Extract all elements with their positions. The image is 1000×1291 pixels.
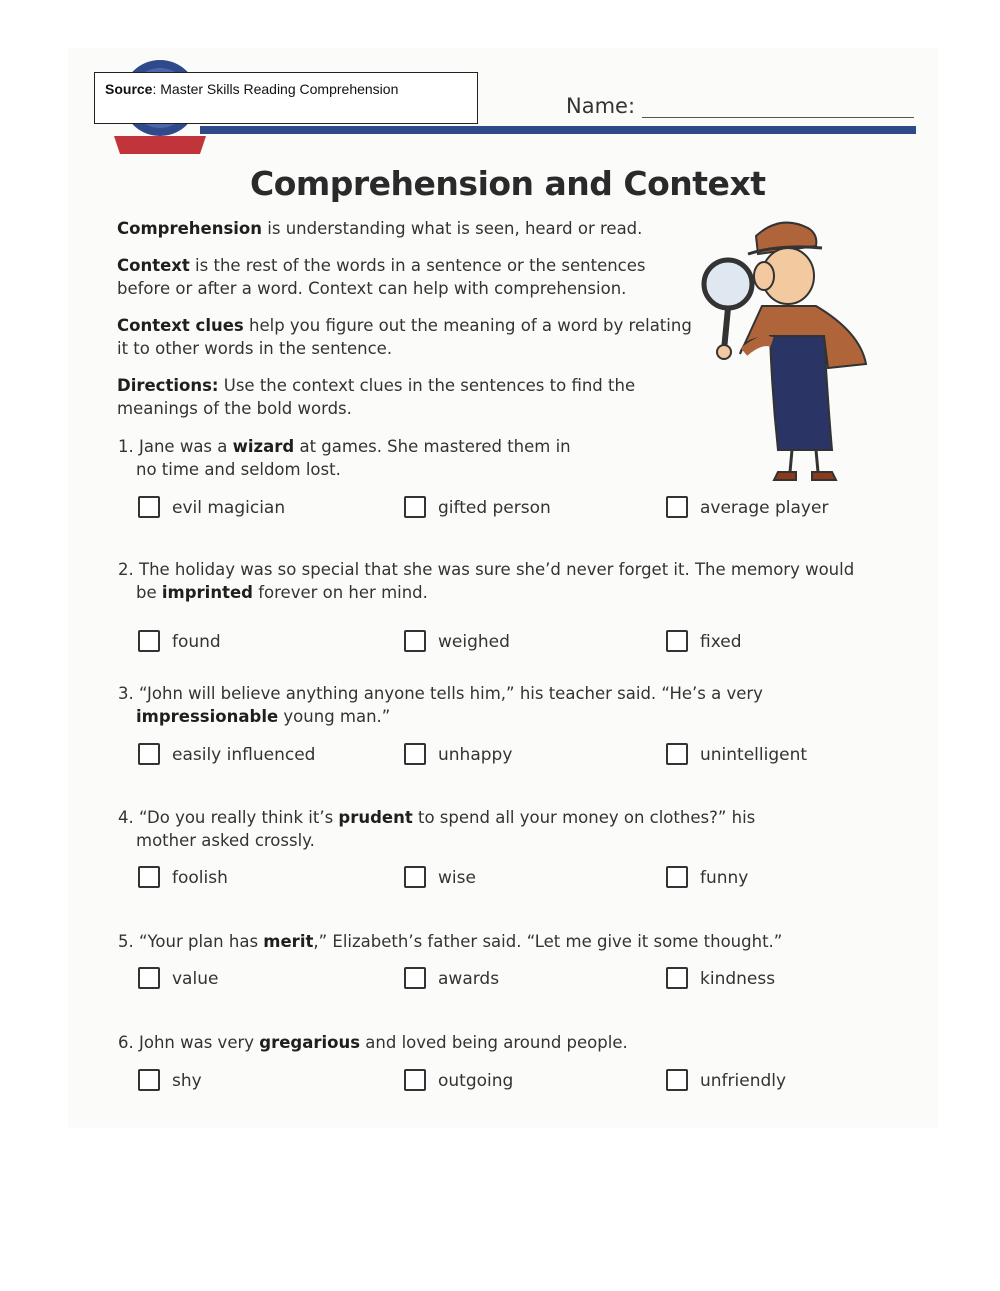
option-label: weighed xyxy=(438,632,510,652)
question-text: at games. She mastered them in xyxy=(294,437,571,456)
option-label: wise xyxy=(438,868,476,888)
option-label: unfriendly xyxy=(700,1071,787,1091)
checkbox[interactable] xyxy=(404,743,426,765)
checkbox[interactable] xyxy=(404,866,426,888)
bold-word: impressionable xyxy=(136,707,279,726)
intro-context-clues xyxy=(117,314,692,360)
q3-option-b[interactable] xyxy=(404,743,512,765)
checkbox[interactable] xyxy=(666,866,688,888)
question-4 xyxy=(118,806,878,852)
question-text: young man.” xyxy=(278,707,391,726)
page-title: Comprehension and Context xyxy=(250,164,766,203)
q4-option-a[interactable] xyxy=(138,866,228,888)
option-label: found xyxy=(172,632,221,652)
option-label: value xyxy=(172,969,219,989)
question-6 xyxy=(118,1031,878,1054)
option-label: easily influenced xyxy=(172,745,316,765)
q2-option-a[interactable] xyxy=(138,630,221,652)
directions-text: Use the context clues in the sentences to find the xyxy=(218,376,636,395)
q2-option-c[interactable] xyxy=(666,630,742,652)
question-text: forever on her mind. xyxy=(252,583,428,602)
question-text: 6. John was very xyxy=(118,1033,260,1052)
q3-option-c[interactable] xyxy=(666,743,807,765)
q5-option-a[interactable] xyxy=(138,967,218,989)
bold-word: gregarious xyxy=(259,1033,361,1052)
intro-context xyxy=(117,254,646,300)
option-label: funny xyxy=(700,868,749,888)
question-5 xyxy=(118,930,878,953)
q6-option-a[interactable] xyxy=(138,1069,202,1091)
definition-text: it to other words in the sentence. xyxy=(117,339,393,358)
option-label: fixed xyxy=(700,632,742,652)
q4-option-b[interactable] xyxy=(404,866,476,888)
option-label: foolish xyxy=(172,868,228,888)
option-label: average player xyxy=(700,498,829,518)
checkbox[interactable] xyxy=(138,866,160,888)
option-label: awards xyxy=(438,969,500,989)
question-text: 5. “Your plan has xyxy=(118,932,264,951)
checkbox[interactable] xyxy=(404,1069,426,1091)
option-label: outgoing xyxy=(438,1071,514,1091)
checkbox[interactable] xyxy=(666,743,688,765)
question-3 xyxy=(118,682,878,728)
checkbox[interactable] xyxy=(138,967,160,989)
q1-option-a[interactable] xyxy=(138,496,285,518)
question-text: 1. Jane was a xyxy=(118,437,233,456)
source-label: Source xyxy=(105,81,153,97)
source-text: : Master Skills Reading Comprehension xyxy=(152,81,399,97)
checkbox[interactable] xyxy=(404,630,426,652)
question-text: no time and seldom lost. xyxy=(136,460,341,479)
option-label: unhappy xyxy=(438,745,513,765)
checkbox[interactable] xyxy=(138,496,160,518)
definition-text: is the rest of the words in a sentence or the sentences xyxy=(189,256,646,275)
checkbox[interactable] xyxy=(666,496,688,518)
checkbox[interactable] xyxy=(404,967,426,989)
q1-option-b[interactable] xyxy=(404,496,551,518)
question-text: to spend all your money on clothes?” his xyxy=(412,808,756,827)
q6-option-c[interactable] xyxy=(666,1069,786,1091)
q3-option-a[interactable] xyxy=(138,743,315,765)
directions xyxy=(117,374,635,420)
option-label: evil magician xyxy=(172,498,286,518)
source-citation-box xyxy=(94,72,478,124)
question-1 xyxy=(118,435,878,481)
term-context-clues: Context clues xyxy=(117,316,244,335)
definition-text: is understanding what is seen, heard or read. xyxy=(262,219,643,238)
header-bar xyxy=(200,126,916,134)
bold-word: imprinted xyxy=(161,583,253,602)
option-label: kindness xyxy=(700,969,776,989)
q4-option-c[interactable] xyxy=(666,866,748,888)
bold-word: merit xyxy=(263,932,314,951)
name-label: Name: xyxy=(566,94,636,118)
question-text: and loved being around people. xyxy=(360,1033,628,1052)
name-write-line[interactable] xyxy=(642,117,914,118)
intro-comprehension xyxy=(117,217,642,240)
term-context: Context xyxy=(117,256,190,275)
directions-text: meanings of the bold words. xyxy=(117,399,352,418)
q5-option-c[interactable] xyxy=(666,967,775,989)
checkbox[interactable] xyxy=(666,967,688,989)
definition-text: before or after a word. Context can help with comprehension. xyxy=(117,279,627,298)
option-label: gifted person xyxy=(438,498,551,518)
checkbox[interactable] xyxy=(138,743,160,765)
term-comprehension: Comprehension xyxy=(117,219,263,238)
question-text: 2. The holiday was so special that she was sure she’d never forget it. The memory would xyxy=(118,560,855,579)
q2-option-b[interactable] xyxy=(404,630,510,652)
bold-word: wizard xyxy=(232,437,295,456)
option-label: shy xyxy=(172,1071,202,1091)
question-text: mother asked crossly. xyxy=(136,831,315,850)
checkbox[interactable] xyxy=(404,496,426,518)
question-2 xyxy=(118,558,878,604)
directions-label: Directions: xyxy=(117,376,219,395)
question-text: be xyxy=(136,583,162,602)
q6-option-b[interactable] xyxy=(404,1069,513,1091)
option-label: unintelligent xyxy=(700,745,808,765)
checkbox[interactable] xyxy=(138,1069,160,1091)
checkbox[interactable] xyxy=(666,1069,688,1091)
checkbox[interactable] xyxy=(138,630,160,652)
definition-text: help you figure out the meaning of a word by relating xyxy=(243,316,692,335)
bold-word: prudent xyxy=(338,808,413,827)
question-text: ,” Elizabeth’s father said. “Let me give it some thought.” xyxy=(313,932,783,951)
checkbox[interactable] xyxy=(666,630,688,652)
q5-option-b[interactable] xyxy=(404,967,499,989)
question-text: 4. “Do you really think it’s xyxy=(118,808,339,827)
q1-option-c[interactable] xyxy=(666,496,828,518)
question-text: 3. “John will believe anything anyone tells him,” his teacher said. “He’s a very xyxy=(118,684,763,703)
